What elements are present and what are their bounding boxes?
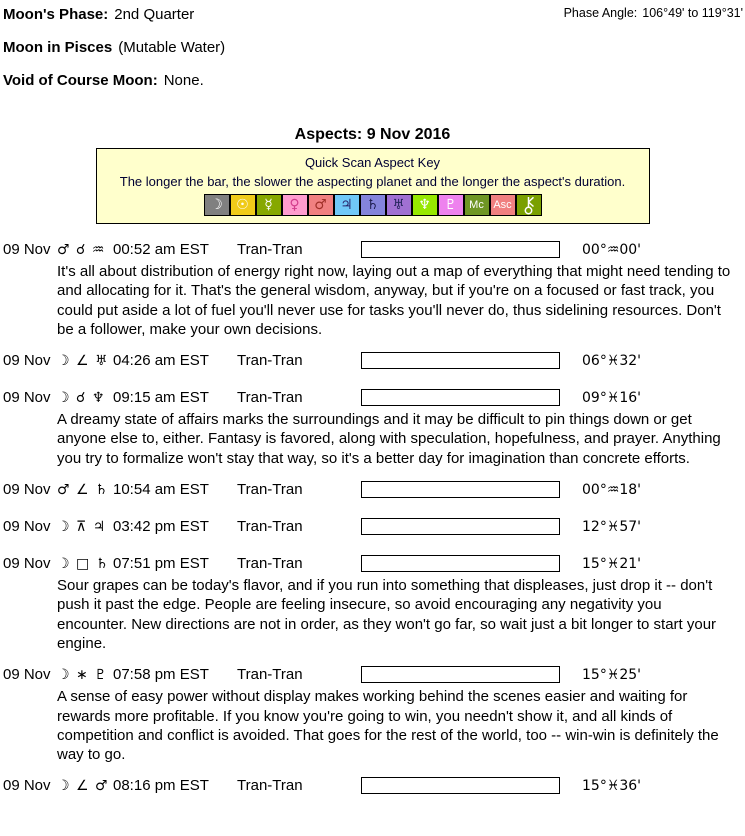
aspect-row — [0, 480, 745, 499]
moon-sign-line — [3, 38, 742, 57]
aspect-description: A dreamy state of affairs marks the surroundings and it may be difficult to pin things down or get anyone else to, either. Fantasy is favored, along with speculation, hopefulness, and prayer. Anything you try to formalize won't stay that way, so it's a better day for imagination than concrete efforts. — [57, 411, 721, 467]
aspect-description: Sour grapes can be today's flavor, and if you run into something that displeases, just drop it -- don't push it past the edge. People are feeling insecure, so avoid encouraging any negativity you encounter. New directions are not in order, as they won't go far, so wait just a bit longer to start your engine. — [57, 577, 717, 652]
aspect-duration-bar — [361, 518, 560, 535]
aspect-block — [0, 665, 745, 764]
phase-angle — [564, 6, 743, 20]
phase-angle-label: Phase Angle: — [563, 6, 638, 20]
aspect-date: 09 Nov — [3, 352, 51, 370]
aspects-heading: Aspects: 9 Nov 2016 — [294, 126, 451, 143]
aspect-block — [0, 240, 745, 339]
venus-icon: ♀ — [282, 194, 308, 216]
aspect-date: 09 Nov — [3, 389, 51, 407]
aspect-date: 09 Nov — [3, 555, 51, 573]
key-subtitle: The longer the bar, the slower the aspecting planet and the longer the aspect's duration. — [119, 174, 626, 189]
aspect-row — [0, 776, 745, 795]
aspect-duration-bar — [361, 241, 560, 258]
aspect-degree-value: 00°♒00' — [582, 241, 642, 258]
ascendant-icon: Asc — [490, 194, 516, 216]
aspect-row — [0, 554, 745, 573]
aspect-glyphs: ☽ ∗ ♇ — [57, 666, 108, 683]
aspect-description: A sense of easy power without display makes working behind the scenes easier and waiting for rewards more profitable. If you know you're going to win, you needn't show it, and all kinds of competition and conflict is avoided. That goes for the rest of the world, too -- win-win is definitely the way to go. — [57, 688, 719, 764]
aspect-duration-bar — [361, 555, 560, 572]
neptune-icon: ♆ — [412, 194, 438, 216]
aspect-glyphs: ☽ ⊼ ♃ — [57, 518, 107, 535]
aspect-type: Tran-Tran — [237, 777, 303, 795]
aspect-duration-bar — [361, 666, 560, 683]
aspect-degree-value: 00°♒18' — [582, 481, 642, 498]
aspect-glyphs: ☽ ∠ ♂ — [57, 777, 109, 794]
aspect-block — [0, 388, 745, 468]
aspect-row — [0, 665, 745, 684]
mars-icon: ♂ — [308, 194, 334, 216]
void-of-course-value: None. — [163, 72, 204, 89]
aspect-degree-value: 15°♓25' — [582, 666, 642, 683]
aspect-time: 07:58 pm EST — [113, 666, 209, 684]
chiron-glyph — [522, 196, 535, 215]
aspect-glyphs: ♂ ∠ ♄ — [57, 481, 109, 498]
aspect-date: 09 Nov — [3, 777, 51, 795]
aspect-row — [0, 517, 745, 536]
aspect-time: 10:54 am EST — [113, 481, 209, 499]
aspect-glyphs: ☽ ☌ ♆ — [57, 389, 106, 406]
void-of-course-label: Void of Course Moon: — [3, 72, 158, 89]
aspect-time: 07:51 pm EST — [113, 555, 209, 573]
aspect-date: 09 Nov — [3, 481, 51, 499]
aspect-glyphs: ☽ □ ♄ — [57, 555, 110, 572]
aspect-time: 08:16 pm EST — [113, 777, 209, 795]
pluto-icon: ♇ — [438, 194, 464, 216]
saturn-icon: ♄ — [360, 194, 386, 216]
aspect-block — [0, 776, 745, 795]
aspect-degree-value: 15°♓36' — [582, 777, 642, 794]
aspect-block — [0, 517, 745, 536]
aspect-duration-bar — [361, 352, 560, 369]
midheaven-icon: Mc — [464, 194, 490, 216]
phase-angle-value: 106°49' to 119°31' — [642, 6, 743, 20]
aspect-block — [0, 480, 745, 499]
aspect-time: 04:26 am EST — [113, 352, 209, 370]
aspect-duration-bar — [361, 481, 560, 498]
planet-icon-row — [97, 194, 649, 216]
aspect-duration-bar — [361, 777, 560, 794]
aspect-type: Tran-Tran — [237, 555, 303, 573]
aspects-list — [0, 240, 745, 795]
aspect-glyphs: ☽ ∠ ♅ — [57, 352, 109, 369]
aspect-row — [0, 388, 745, 407]
quick-scan-aspect-key — [96, 148, 650, 224]
key-title: Quick Scan Aspect Key — [304, 155, 441, 170]
aspect-time: 00:52 am EST — [113, 241, 209, 258]
sun-icon: ☉ — [230, 194, 256, 216]
moon-icon: ☽ — [204, 194, 230, 216]
aspect-description: It's all about distribution of energy right now, laying out a map of everything that might need tending to and allocating for it. That's the general wisdom, anyway, but if you're on a focused or fast track, you could put aside a lot of fuel you'll never use for tasks you'll never do, thus sidelining resources. Don't be a follower, make your own decisions. — [57, 263, 731, 338]
void-of-course-line — [3, 71, 742, 90]
aspect-duration-bar — [361, 389, 560, 406]
moons-phase-label: Moon's Phase: — [3, 6, 109, 23]
moon-sign-note: (Mutable Water) — [118, 39, 226, 56]
aspect-row — [0, 240, 745, 259]
jupiter-icon: ♃ — [334, 194, 360, 216]
aspect-block — [0, 351, 745, 370]
aspect-degree-value: 12°♓57' — [582, 518, 642, 535]
aspect-type: Tran-Tran — [237, 389, 303, 407]
aspect-time: 03:42 pm EST — [113, 518, 209, 536]
aspect-degree-value: 06°♓32' — [582, 352, 642, 369]
aspect-type: Tran-Tran — [237, 518, 303, 536]
moons-phase-value: 2nd Quarter — [114, 6, 195, 23]
aspect-row — [0, 351, 745, 370]
aspect-date: 09 Nov — [3, 666, 51, 684]
aspect-type: Tran-Tran — [237, 352, 303, 370]
mercury-icon: ☿ — [256, 194, 282, 216]
aspect-date: 09 Nov — [3, 518, 51, 536]
aspect-degree-value: 15°♓21' — [582, 555, 642, 572]
aspect-type: Tran-Tran — [237, 241, 303, 258]
chiron-icon — [516, 194, 542, 216]
aspect-type: Tran-Tran — [237, 481, 303, 499]
aspect-block — [0, 554, 745, 653]
uranus-icon: ♅ — [386, 194, 412, 216]
aspect-degree-value: 09°♓16' — [582, 389, 642, 406]
moon-sign-label: Moon in Pisces — [3, 39, 113, 56]
aspect-time: 09:15 am EST — [113, 389, 209, 407]
aspect-date: 09 Nov — [3, 241, 51, 258]
aspect-type: Tran-Tran — [237, 666, 303, 684]
aspect-glyphs: ♂ ☌ ♒ — [57, 241, 106, 258]
